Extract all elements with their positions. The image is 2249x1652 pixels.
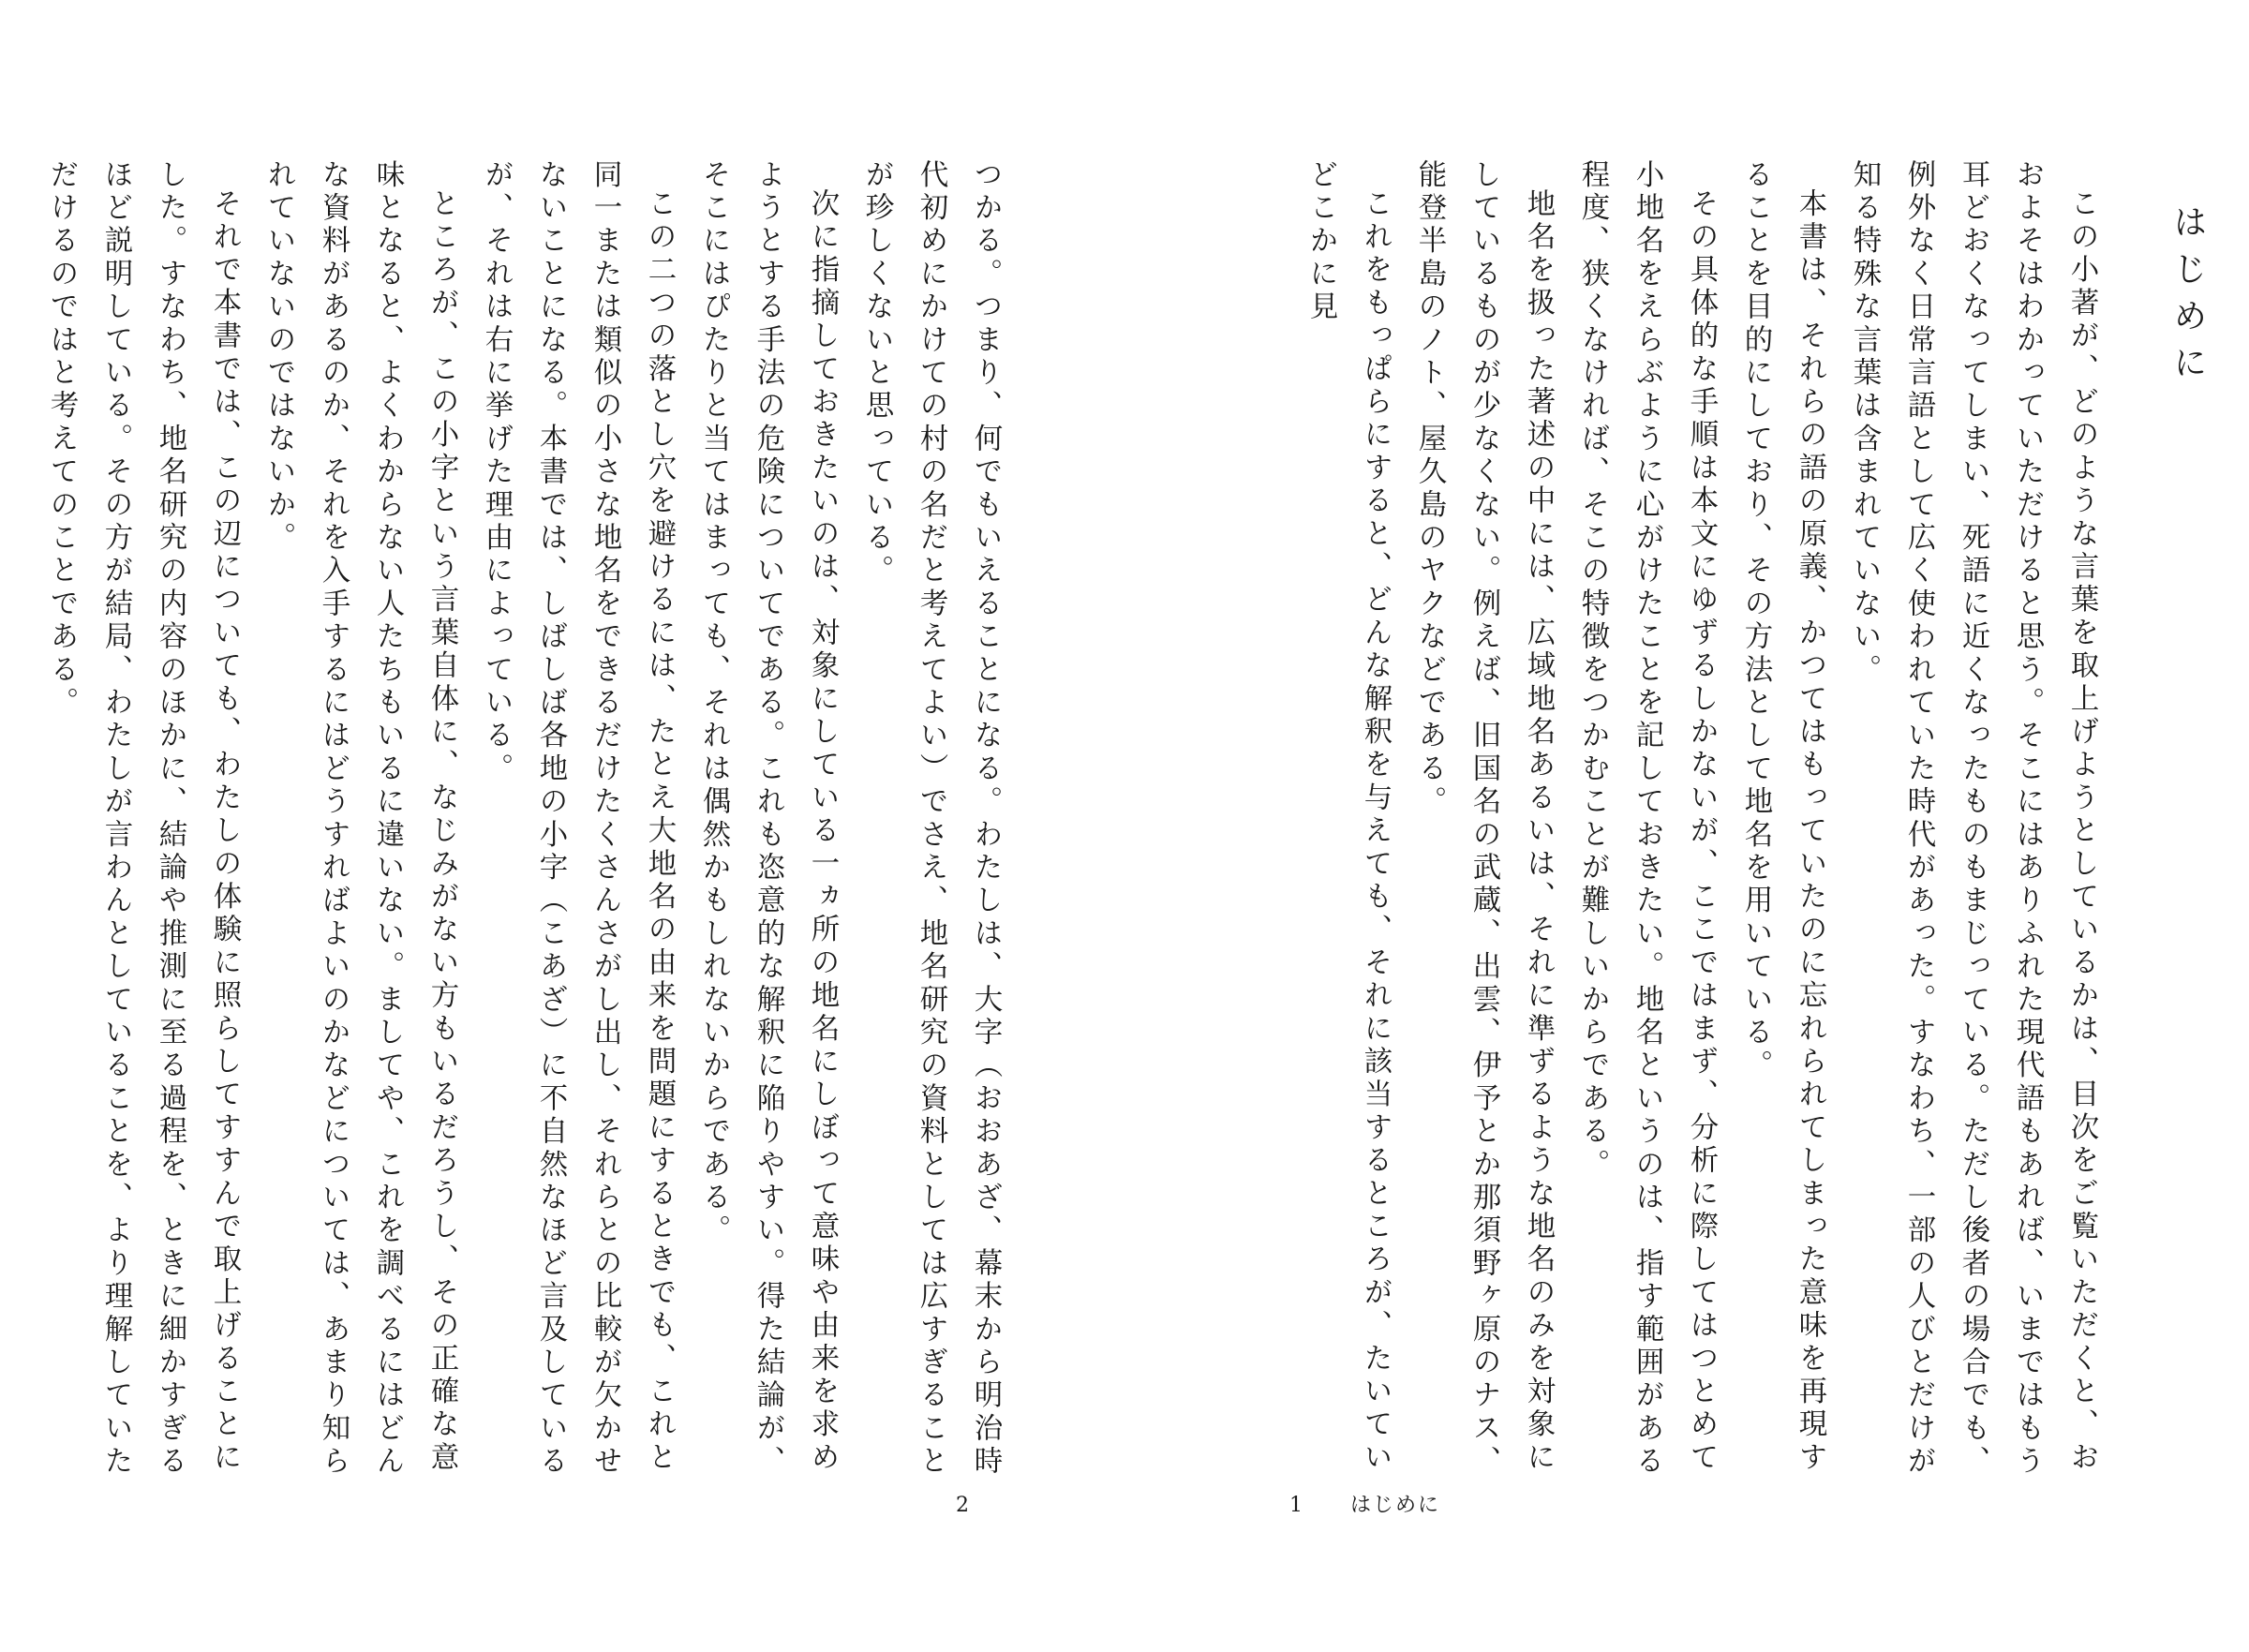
left-paragraph-3: この二つの落とし穴を避けるには、たとえ大地名の由来を問題にするときでも、これと同一または類似の小さな地名をできるだけたくさんさがし出し、それらとの比較が欠かせないことになる。本書では、しばしば各地の小字（こあざ）に不自然なほど言及しているが、それは右に挙げた理由によっている。 — [480, 159, 676, 1479]
right-paragraph-2: 本書は、それらの語の原義、かつてはもっていたのに忘れられてしまった意味を再現することを目的にしており、その方法として地名を用いている。 — [1739, 159, 1826, 1475]
right-paragraph-4: 地名を扱った著述の中には、広域地名あるいは、それに準ずるような地名のみを対象にしているものが少なくない。例えば、旧国名の武蔵、出雲、伊予とか那須野ヶ原のナス、能登半島のノト、屋久島のヤクなどである。 — [1413, 159, 1555, 1479]
left-paragraph-2: 次に指摘しておきたいのは、対象にしている一ヵ所の地名にしぼって意味や由来を求めようとする手法の危険についてである。これも恣意的な解釈に陥りやすい。得た結論が、そこにはぴたりと当てはまっても、それは偶然かもしれないからである。 — [697, 159, 839, 1479]
chapter-title: はじめに — [2168, 204, 2207, 392]
left-page — [0, 0, 1124, 1652]
right-paragraph-1: この小著が、どのような言葉を取上げようとしているかは、目次をご覧いただくと、おおよそはわかっていただけると思う。そこにはありふれた現代語もあれば、いまではもう耳どおくなってしまい、死語に近くなったものもまじっている。ただし後者の場合でも、例外なく日常言語として広く使われていた時代があった。すなわち、一部の人びとだけが知る特殊な言葉は含まれていない。 — [1848, 159, 2098, 1479]
right-paragraph-5: これをもっぱらにすると、どんな解釈を与えても、それに該当するところが、たいていどこかに見 — [1304, 159, 1392, 1475]
page-number: 1 — [1289, 1494, 1303, 1517]
left-page-folio — [956, 1496, 969, 1516]
right-page-body — [1284, 159, 2108, 1490]
right-page-folio — [1289, 1496, 1440, 1516]
left-paragraph-4: ところが、この小字という言葉自体に、なじみがない方もいるだろうし、その正確な意味となると、よくわからない人たちもいるに違いない。ましてや、これを調べるにはどんな資料があるのか、それを入手するにはどうすればよいのかなどについては、あまり知られていないのではないか。 — [262, 159, 458, 1479]
running-head: はじめに — [1350, 1494, 1441, 1517]
right-page — [1124, 0, 2249, 1652]
page-number: 2 — [956, 1494, 969, 1517]
left-paragraph-5: それで本書では、この辺についても、わたしの体験に照らしてすすんで取上げることにした。すなわち、地名研究の内容のほかに、結論や推測に至る過程を、ときに細かすぎるほど説明している。その方が結局、わたしが言わんとしていることを、より理解していただけるのではと考えてのことである。 — [45, 159, 241, 1479]
left-page-body — [45, 159, 1012, 1490]
right-paragraph-3: その具体的な手順は本文にゆずるしかないが、ここではまず、分析に際してはつとめて小地名をえらぶように心がけたことを記しておきたい。地名というのは、指す範囲がある程度、狭くなければ、そこの特徴をつかむことが難しいからである。 — [1576, 159, 1718, 1479]
left-paragraph-1: つかる。つまり、何でもいえることになる。わたしは、大字（おおあざ、幕末から明治時代初めにかけての村の名だと考えてよい）でさえ、地名研究の資料としては広すぎることが珍しくないと思っている。 — [860, 159, 1002, 1479]
